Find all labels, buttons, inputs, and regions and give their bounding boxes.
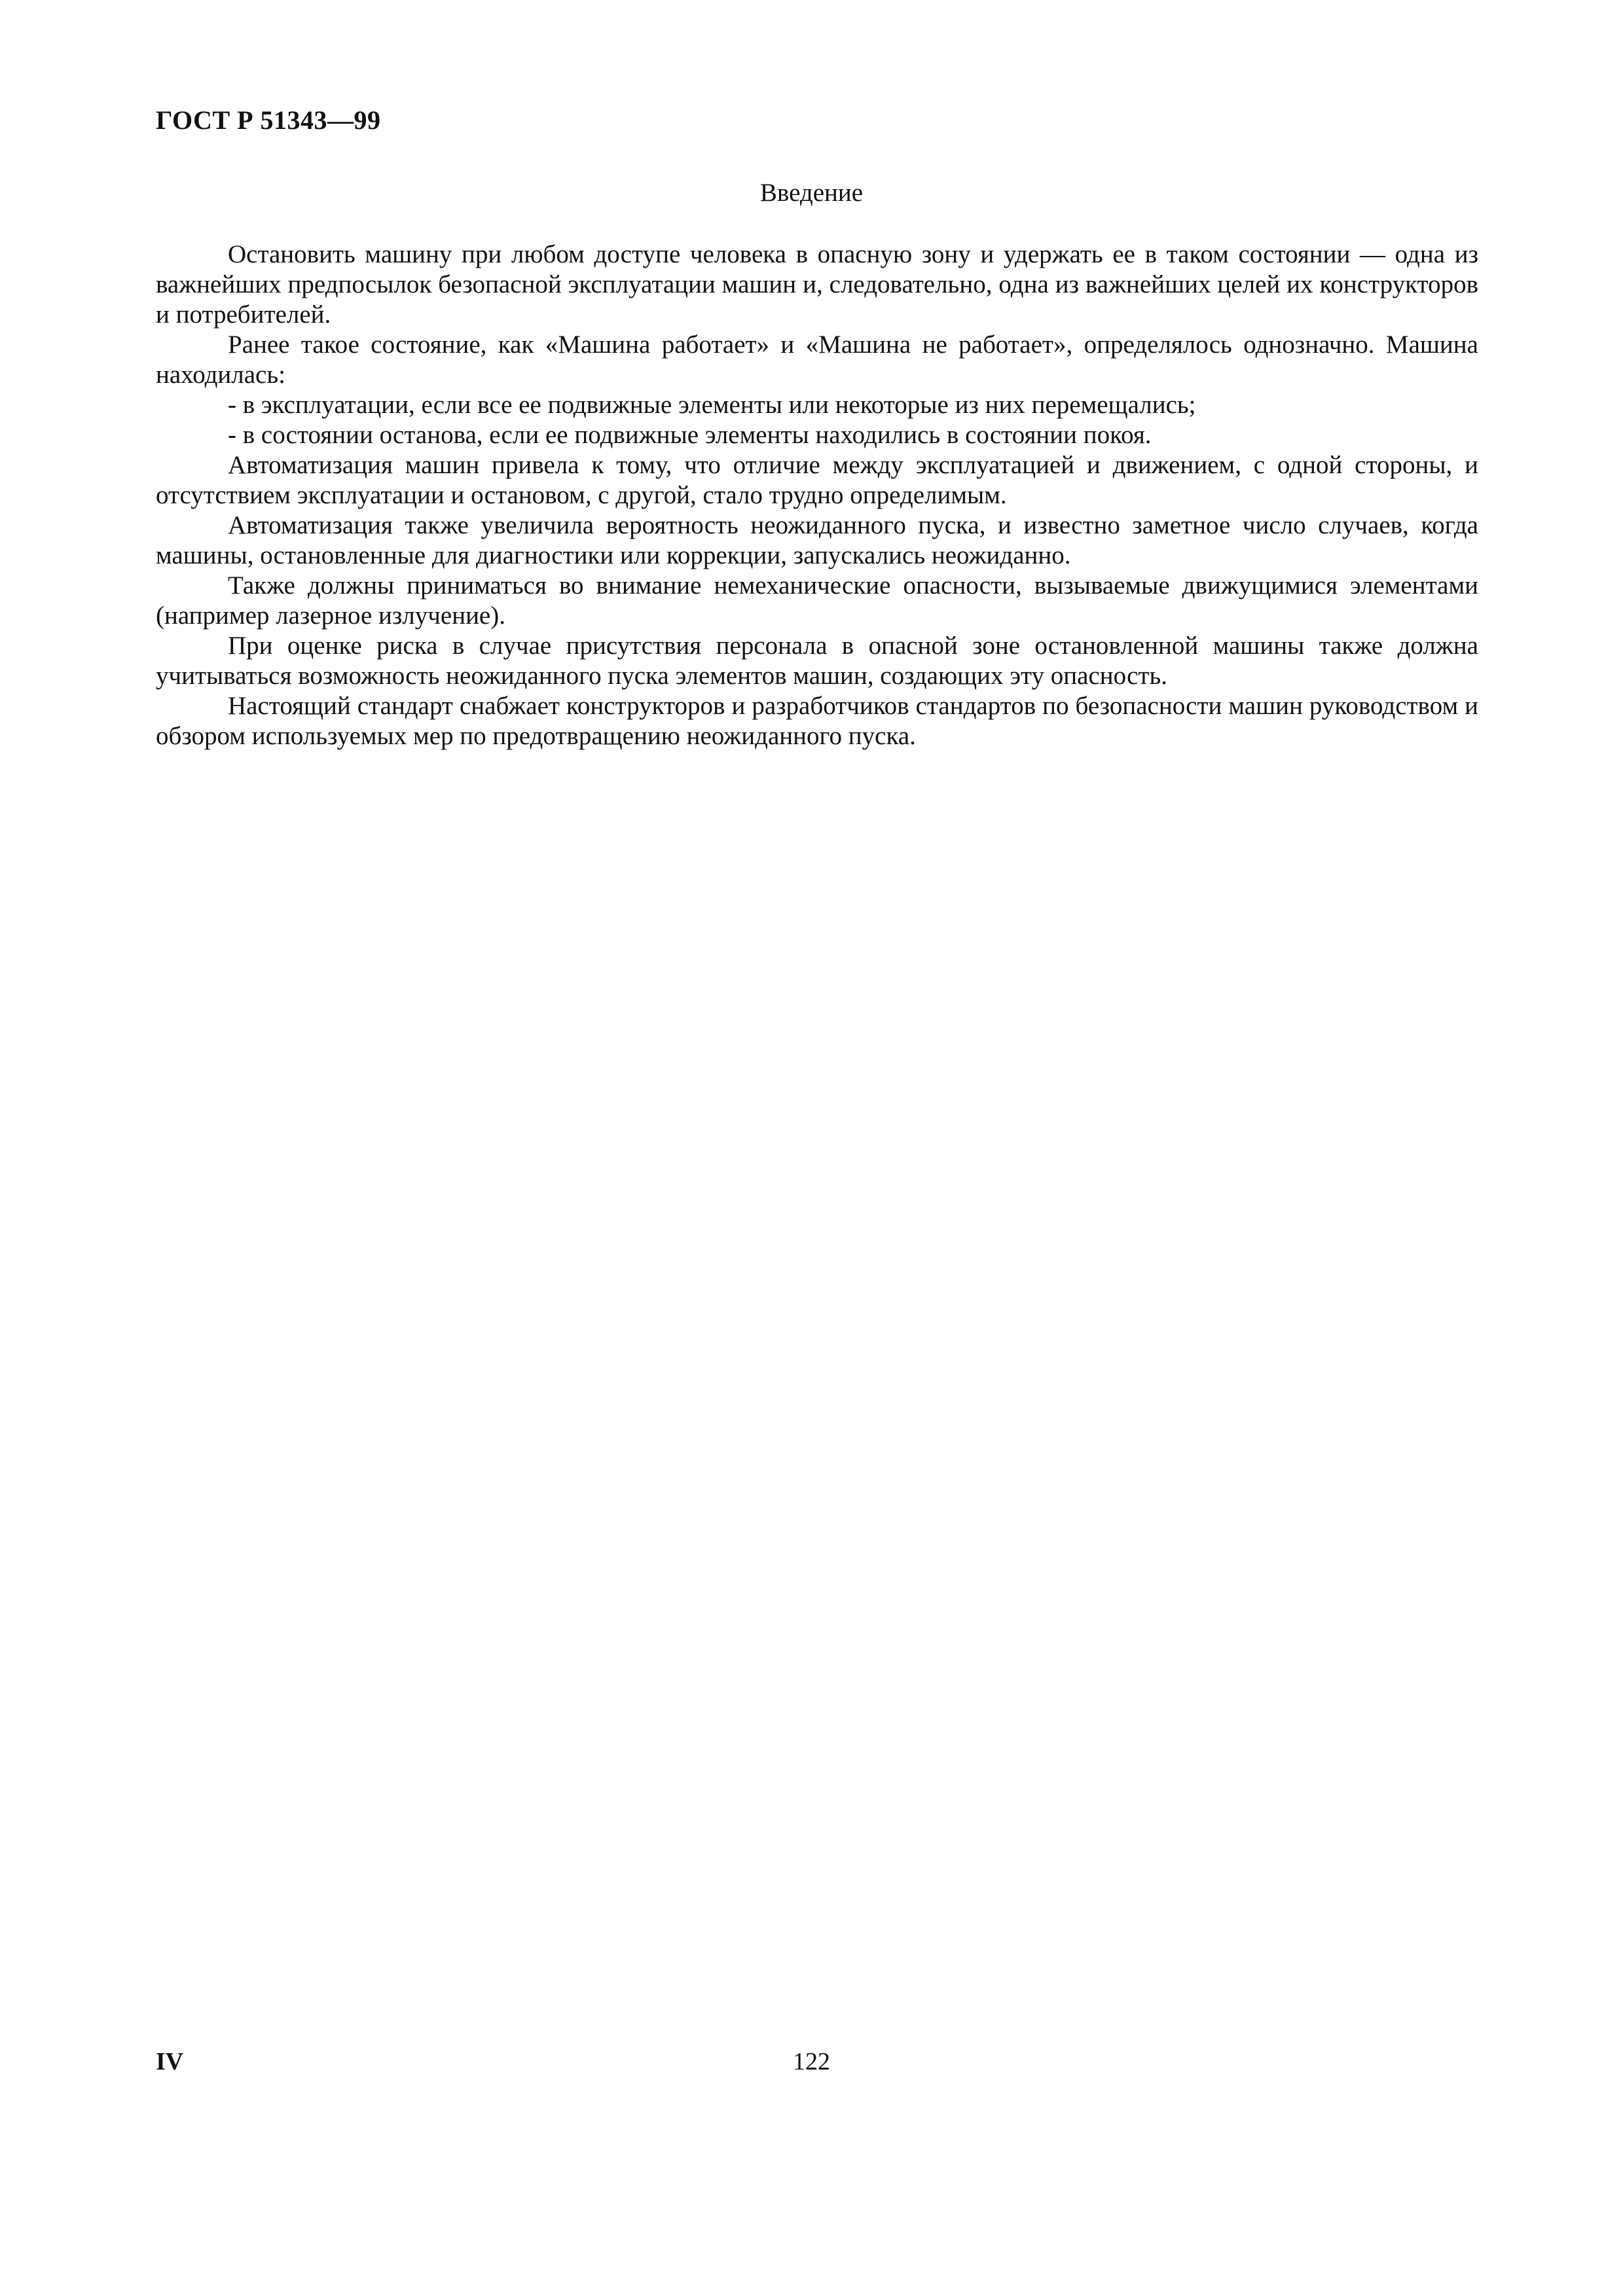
roman-page-number: IV (156, 2048, 184, 2075)
paragraph-6: При оценке риска в случае присутствия персонала в опасной зоне остановленной машины также должна учитываться возможность неожиданного пуска элементов машин, создающих эту опасность. (156, 632, 1478, 690)
paragraph-4: Автоматизация также увеличила вероятность неожиданного пуска, и известно заметное число случаев, когда машины, остановленные для диагностики или коррекции, запускались неожиданно. (156, 511, 1478, 569)
section-title: Введение (759, 179, 864, 207)
paragraph-5: Также должны приниматься во внимание немеханические опасности, вызываемые движущимися элементами (например лазерное излучение). (156, 571, 1478, 630)
paragraph-7: Настоящий стандарт снабжает конструкторов и разработчиков стандартов по безопасности машин руководством и обзором используемых мер по предотвращению неожиданного пуска. (156, 692, 1478, 750)
list-item: - в эксплуатации, если все ее подвижные элементы или некоторые из них перемещались; (228, 391, 1196, 419)
list-item: - в состоянии останова, если ее подвижные элементы находились в состоянии покоя. (228, 421, 1152, 449)
body-text (156, 240, 1478, 751)
document-id-header: ГОСТ Р 51343—99 (156, 105, 381, 135)
paragraph-1: Остановить машину при любом доступе человека в опасную зону и удержать ее в таком состоянии — одна из важнейших предпосылок безопасной эксплуатации машин и, следовательно, одна из важнейших целей их конструкторов и потребителей. (156, 240, 1478, 329)
page-number: 122 (793, 2048, 830, 2075)
paragraph-3: Автоматизация машин привела к тому, что отличие между эксплуатацией и движением, с одной стороны, и отсутствием эксплуатации и остановом, с другой, стало трудно определимым. (156, 451, 1478, 509)
paragraph-2: Ранее такое состояние, как «Машина работает» и «Машина не работает», определялось однозначно. Машина находилась: (156, 331, 1478, 389)
